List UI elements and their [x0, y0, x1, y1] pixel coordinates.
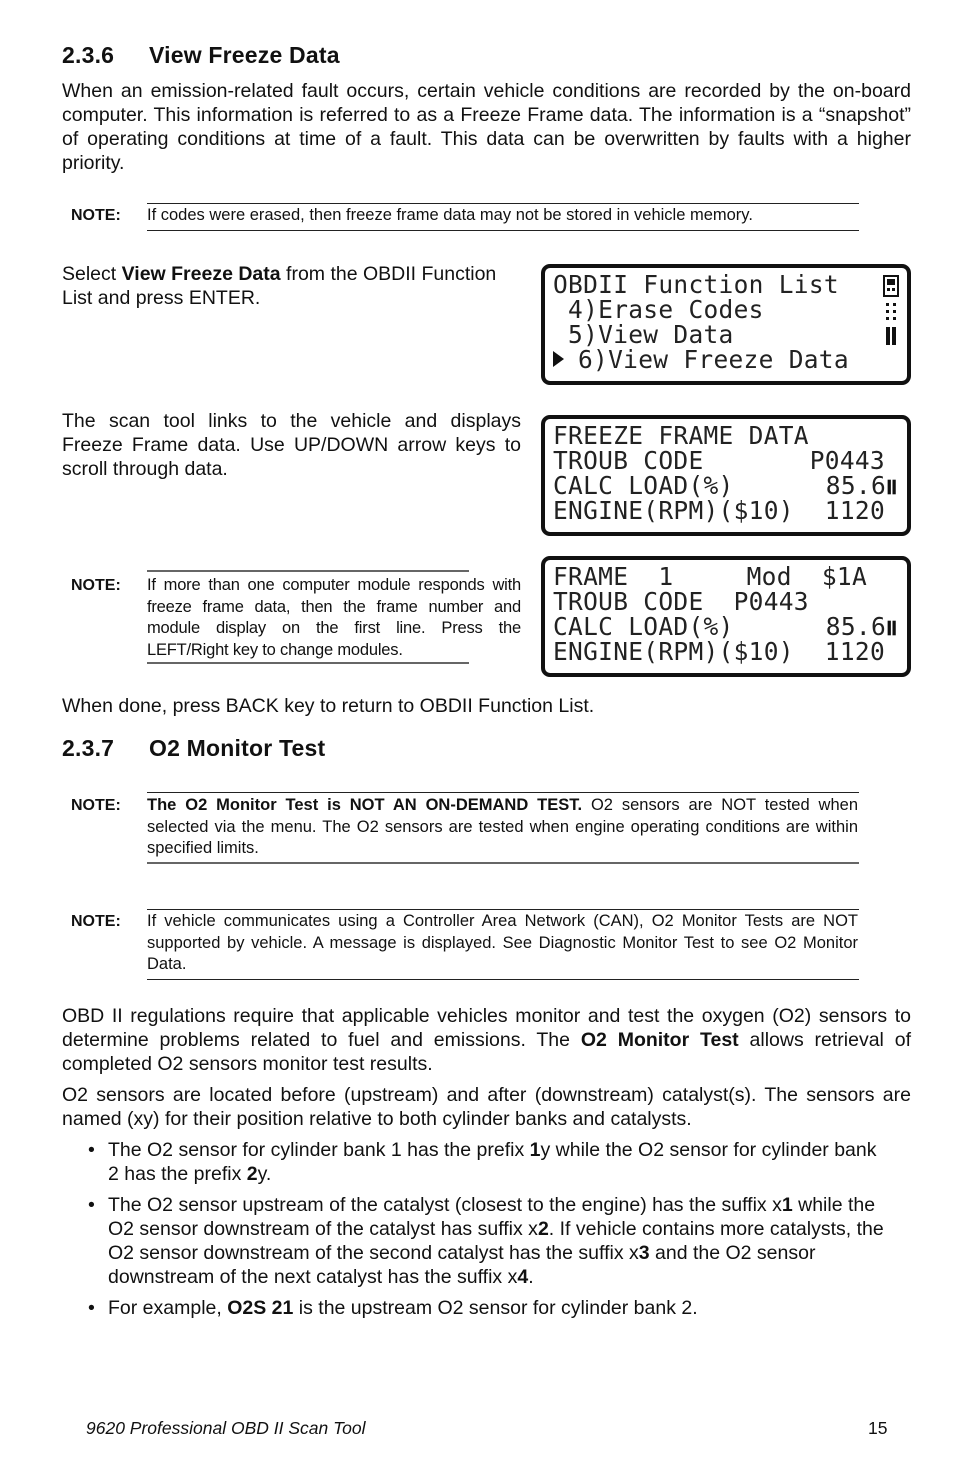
lcd-text: ENGINE(RPM)($10)	[553, 496, 794, 525]
note2-label: NOTE:	[71, 577, 121, 594]
note2-top-rule	[147, 570, 469, 572]
lcd-line	[553, 272, 907, 297]
step1-bold: View Freeze Data	[121, 263, 281, 285]
bullet-bold: 3	[638, 1242, 650, 1264]
o2-paragraph-2: O2 sensors are located before (upstream) and after (downstream) catalyst(s). The sensors are named (xy) for their position relative to both cylinder banks and catalysts.	[62, 1084, 911, 1130]
note1-bottom-rule	[147, 230, 859, 231]
list-item	[86, 1138, 891, 1186]
para1-pre: OBD II regulations require that applicable vehicles monitor and test the oxygen (O2) sensors to determine problems related to fuel and emissions. The	[62, 1005, 911, 1051]
bullet-text: .	[528, 1266, 534, 1288]
lcd-value-with-scroll	[826, 614, 899, 639]
note3-bottom-rule	[147, 862, 859, 864]
lcd-line	[553, 448, 907, 473]
note4-bottom-rule	[147, 979, 859, 980]
step1-text	[62, 262, 524, 310]
scroll-bar-icon	[886, 617, 899, 639]
bullet-text: while the O2 sensor downstream of the catalyst has suffix x	[108, 1194, 876, 1240]
note1-top-rule	[147, 203, 859, 204]
lcd-value: 85.6	[825, 471, 886, 500]
o2-paragraph-1	[62, 1004, 911, 1076]
bullet-bold: 4	[517, 1266, 529, 1288]
section-title: O2 Monitor Test	[149, 735, 326, 761]
lcd-value: 85.6	[825, 612, 886, 641]
bullet-bold: 1	[529, 1139, 541, 1161]
done-text: When done, press BACK key to return to OBDII Function List.	[62, 695, 595, 717]
note4-text: If vehicle communicates using a Controller Area Network (CAN), O2 Monitor Tests are NOT supported by vehicle. A message is displayed. See Diagnostic Monitor Test to see O2 Monitor Data.	[147, 912, 858, 973]
lcd-text: 5)View Data	[553, 320, 734, 349]
step1-pre: Select	[62, 263, 122, 285]
note3-bold: The O2 Monitor Test is NOT AN ON-DEMAND TEST.	[147, 796, 583, 814]
note2-text: If more than one computer module responds with freeze frame data, then the frame number and module display on the first line. Press the LEFT/Right key to change modules.	[147, 576, 521, 659]
lcd-value: 1120	[824, 637, 885, 666]
scroll-bar-icon	[886, 476, 899, 498]
lcd-text: CALC LOAD(%)	[553, 471, 734, 500]
bullet-text: . If vehicle contains more catalysts, the O2 sensor downstream of the second catalyst has the suffix x	[108, 1218, 884, 1264]
lcd-line	[553, 589, 907, 614]
lcd-value: P0443	[809, 446, 885, 475]
lcd-line-selected	[553, 347, 907, 372]
lcd-text: 4)Erase Codes	[553, 295, 764, 324]
lcd-value-with-scroll	[826, 473, 899, 498]
note4-label: NOTE:	[71, 913, 121, 930]
bullet-text: y while the O2 sensor for cylinder bank 2 has the prefix	[108, 1139, 877, 1185]
para1-post: allows retrieval of completed O2 sensors monitor test results.	[62, 1029, 911, 1075]
lcd-value: 1120	[824, 496, 885, 525]
bullet-text: For example,	[108, 1297, 228, 1319]
lcd-screen-freeze-frame	[541, 415, 911, 536]
lcd-line	[553, 297, 907, 322]
note1-label: NOTE:	[71, 207, 121, 224]
o2-bullet-list	[86, 1138, 891, 1327]
step1-post: from the OBDII Function List and press ENTER.	[62, 263, 497, 309]
lcd-line	[553, 639, 907, 664]
list-item	[86, 1296, 891, 1320]
lcd-text: 6)View Freeze Data	[578, 345, 849, 374]
lcd-line	[553, 423, 907, 448]
lcd-screen-function-list	[541, 264, 911, 385]
page-number: 15	[868, 1418, 888, 1438]
scroll-track-icon	[883, 297, 899, 322]
note3-label: NOTE:	[71, 797, 121, 814]
para1-bold: O2 Monitor Test	[580, 1029, 739, 1051]
note3-top-rule	[147, 792, 859, 793]
bullet-text: y.	[257, 1163, 272, 1185]
scroll-top-icon	[883, 272, 899, 297]
lcd-line	[553, 473, 907, 498]
scroll-bar-icon	[883, 322, 899, 347]
lcd-value: Mod $1A	[746, 562, 867, 591]
lcd-screen-frame-module	[541, 556, 911, 677]
bullet-bold: 1	[781, 1194, 793, 1216]
lcd-text: TROUB CODE P0443	[553, 587, 809, 616]
lcd-text: OBDII Function List	[553, 270, 839, 299]
step2-text: The scan tool links to the vehicle and displays Freeze Frame data. Use UP/DOWN arrow keys to scroll through data.	[62, 410, 521, 480]
intro-paragraph: When an emission-related fault occurs, certain vehicle conditions are recorded by the on-board computer. This information is referred to as a Freeze Frame data. The information is a “snapshot” of operating conditions at time of a fault. This data can be overwritten by faults with a higher priority.	[62, 80, 911, 174]
section-heading-237	[62, 735, 325, 762]
section-heading-236	[62, 42, 340, 69]
note3-body: O2 sensors are NOT tested when selected via the menu. The O2 sensors are tested when engine operating conditions are within specified limits.	[147, 796, 859, 857]
bullet-text: The O2 sensor upstream of the catalyst (closest to the engine) has the suffix x	[108, 1194, 782, 1216]
lcd-line	[553, 614, 907, 639]
lcd-text: TROUB CODE	[553, 446, 704, 475]
note3-text	[147, 795, 858, 860]
bullet-text: and the O2 sensor downstream of the next catalyst has the suffix x	[108, 1242, 816, 1288]
lcd-text: FREEZE FRAME DATA	[553, 421, 809, 450]
list-item	[86, 1193, 891, 1289]
lcd-text: CALC LOAD(%)	[553, 612, 734, 641]
lcd-text: ENGINE(RPM)($10)	[553, 637, 794, 666]
footer-title: 9620 Professional OBD II Scan Tool	[86, 1418, 366, 1438]
lcd-line	[553, 564, 907, 589]
bullet-text: The O2 sensor for cylinder bank 1 has the prefix	[108, 1139, 530, 1161]
bullet-text: is the upstream O2 sensor for cylinder bank 2.	[293, 1297, 698, 1319]
note4-top-rule	[147, 909, 859, 910]
note1-text: If codes were erased, then freeze frame data may not be stored in vehicle memory.	[147, 206, 753, 224]
note2-bottom-rule	[147, 662, 469, 664]
bullet-bold: O2S 21	[227, 1297, 294, 1319]
lcd-line	[553, 322, 907, 347]
section-number: 2.3.6	[62, 42, 115, 68]
selection-arrow-icon	[553, 351, 564, 367]
lcd-line	[553, 498, 907, 523]
bullet-bold: 2	[246, 1163, 258, 1185]
bullet-bold: 2	[537, 1218, 549, 1240]
section-title: View Freeze Data	[149, 42, 340, 68]
lcd-text: FRAME 1	[553, 562, 674, 591]
section-number: 2.3.7	[62, 735, 115, 761]
